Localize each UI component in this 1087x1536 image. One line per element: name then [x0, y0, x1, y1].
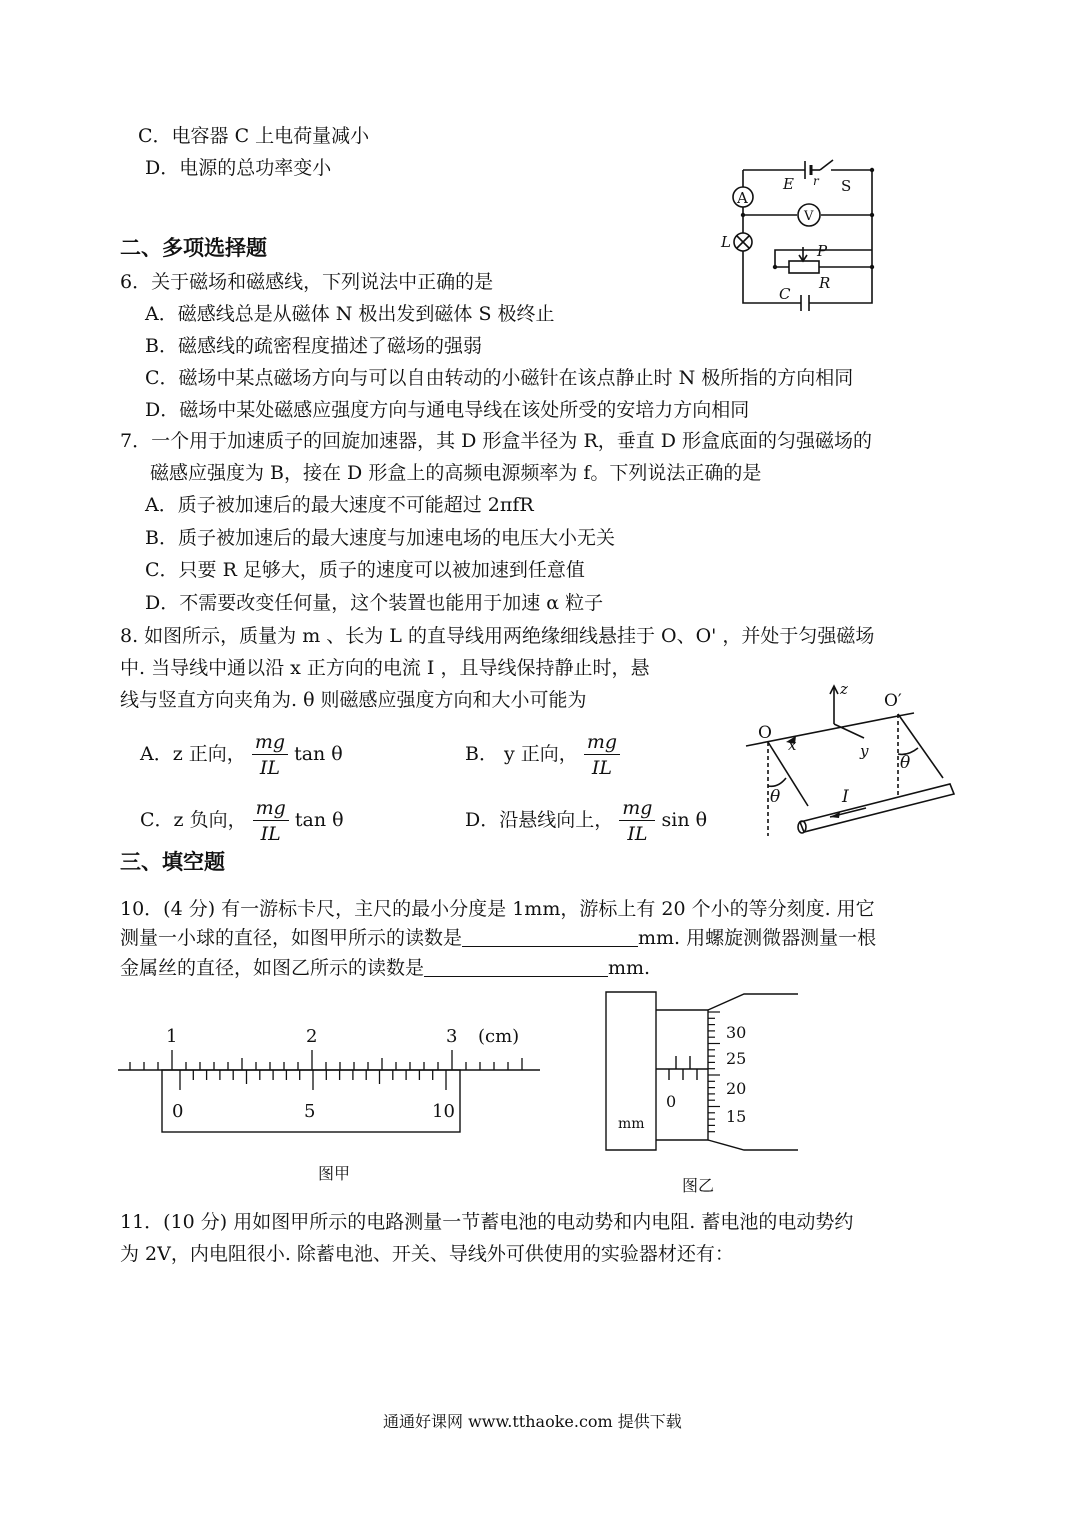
- current-label: I: [842, 787, 849, 807]
- q7-option-c: C．只要 R 足够大，质子的速度可以被加速到任意值: [145, 559, 585, 581]
- theta-label-right: θ: [900, 753, 911, 773]
- q5-option-d: D．电源的总功率变小: [145, 157, 332, 179]
- section-heading-multiple-choice: 二、多项选择题: [120, 236, 267, 260]
- main-scale-label-3: 3: [446, 1026, 458, 1047]
- fraction-mg-over-il: $\frac{mg}{IL}$: [253, 796, 289, 847]
- q8-option-d: D．沿悬线向上， $\frac{mg}{IL}$ sin θ: [465, 796, 708, 845]
- point-o-prime-label: O′: [884, 691, 902, 711]
- micrometer-figure: [604, 990, 804, 1160]
- caption-figure-jia: 图甲: [318, 1164, 351, 1183]
- q7-option-b: B．质子被加速后的最大速度与加速电场的电压大小无关: [145, 527, 615, 549]
- q8-stem-line2: 中. 当导线中通以沿 x 正方向的电流 I ，且导线保持静止时，悬: [120, 657, 650, 679]
- emf-label: E: [783, 175, 794, 193]
- q8-stem-line3: 线与竖直方向夹角为. θ 则磁感应强度方向和大小可能为: [120, 689, 587, 711]
- thimble-label-20: 20: [726, 1079, 747, 1098]
- main-scale-unit: (cm): [478, 1026, 520, 1047]
- resistor-label: R: [819, 274, 831, 292]
- y-axis-label: y: [860, 742, 869, 760]
- q5-option-c: C．电容器 C 上电荷量减小: [138, 125, 370, 147]
- voltmeter-label: V: [804, 209, 814, 224]
- x-axis-label: x: [788, 736, 797, 754]
- q11-line2: 为 2V，内电阻很小. 除蓄电池、开关、导线外可供使用的实验器材还有：: [120, 1243, 734, 1265]
- q6-option-c: C．磁场中某点磁场方向与可以自由转动的小磁针在该点静止时 N 极所指的方向相同: [145, 367, 854, 389]
- q6-stem: 6．关于磁场和磁感线，下列说法中正确的是: [120, 271, 494, 293]
- q11-line1: 11．(10 分) 用如图甲所示的电路测量一节蓄电池的电动势和内电阻. 蓄电池的电动势约: [120, 1211, 854, 1233]
- q7-option-d: D．不需要改变任何量，这个装置也能用于加速 α 粒子: [145, 592, 604, 614]
- fraction-mg-over-il: $\frac{mg}{IL}$: [584, 730, 620, 781]
- q6-option-d: D．磁场中某处磁感应强度方向与通电导线在该处所受的安培力方向相同: [145, 399, 750, 421]
- vernier-label-0: 0: [172, 1101, 184, 1122]
- lamp-label: L: [721, 233, 731, 251]
- q7-stem-line1: 7．一个用于加速质子的回旋加速器，其 D 形盒半径为 R，垂直 D 形盒底面的匀强磁场的: [120, 430, 873, 452]
- q10-line1: 10．(4 分) 有一游标卡尺，主尺的最小分度是 1mm，游标上有 20 个小的等分刻度. 用它: [120, 898, 875, 920]
- answer-blank-caliper[interactable]: [462, 926, 638, 947]
- switch-label: S: [841, 177, 852, 195]
- sleeve-label-0: 0: [666, 1092, 677, 1111]
- thimble-label-30: 30: [726, 1023, 747, 1042]
- circuit-diagram: [715, 155, 885, 315]
- q8-stem-line1: 8. 如图所示，质量为 m 、长为 L 的直导线用两绝缘细线悬挂于 O、O' ，并处于匀强磁场: [120, 625, 875, 647]
- fraction-mg-over-il: $\frac{mg}{IL}$: [619, 796, 655, 847]
- internal-resistance-label: r: [813, 174, 819, 188]
- q6-option-b: B．磁感线的疏密程度描述了磁场的强弱: [145, 335, 482, 357]
- q8-option-b: B． y 正向， $\frac{mg}{IL}$: [465, 724, 620, 784]
- theta-label-left: θ: [770, 787, 781, 807]
- q7-option-a: A．质子被加速后的最大速度不可能超过 2πfR: [145, 494, 534, 516]
- page-footer: 通通好课网 www.tthaoke.com 提供下载: [383, 1412, 682, 1431]
- main-scale-label-2: 2: [306, 1026, 318, 1047]
- q10-line3: 金属丝的直径，如图乙所示的读数是 mm.: [120, 957, 651, 979]
- suspended-wire-figure: [738, 676, 968, 846]
- slider-label: P: [817, 242, 828, 260]
- q7-stem-line2: 磁感应强度为 B，接在 D 形盒上的高频电源频率为 f。下列说法正确的是: [150, 462, 762, 484]
- capacitor-label: C: [779, 285, 791, 303]
- z-axis-label: z: [840, 680, 848, 698]
- q8-option-c: C．z 负向， $\frac{mg}{IL}$ tan θ: [140, 796, 344, 845]
- unit-label-mm: mm: [618, 1116, 645, 1132]
- q8-option-a: A．z 正向， $\frac{mg}{IL}$ tan θ: [140, 730, 343, 779]
- point-o-label: O: [758, 723, 772, 743]
- vernier-caliper-figure: [118, 1020, 543, 1140]
- caption-figure-yi: 图乙: [682, 1176, 715, 1195]
- fraction-mg-over-il: $\frac{mg}{IL}$: [252, 730, 288, 781]
- vernier-label-10: 10: [432, 1101, 455, 1122]
- thimble-label-25: 25: [726, 1049, 747, 1068]
- section-heading-fill-in: 三、填空题: [120, 850, 225, 874]
- q6-option-a: A．磁感线总是从磁体 N 极出发到磁体 S 极终止: [145, 303, 555, 325]
- answer-blank-micrometer[interactable]: [424, 956, 608, 977]
- ammeter-label: A: [737, 189, 748, 207]
- q10-line2: 测量一小球的直径，如图甲所示的读数是 mm. 用螺旋测微器测量一根: [120, 927, 877, 949]
- vernier-label-5: 5: [304, 1101, 316, 1122]
- thimble-label-15: 15: [726, 1107, 747, 1126]
- main-scale-label-1: 1: [166, 1026, 178, 1047]
